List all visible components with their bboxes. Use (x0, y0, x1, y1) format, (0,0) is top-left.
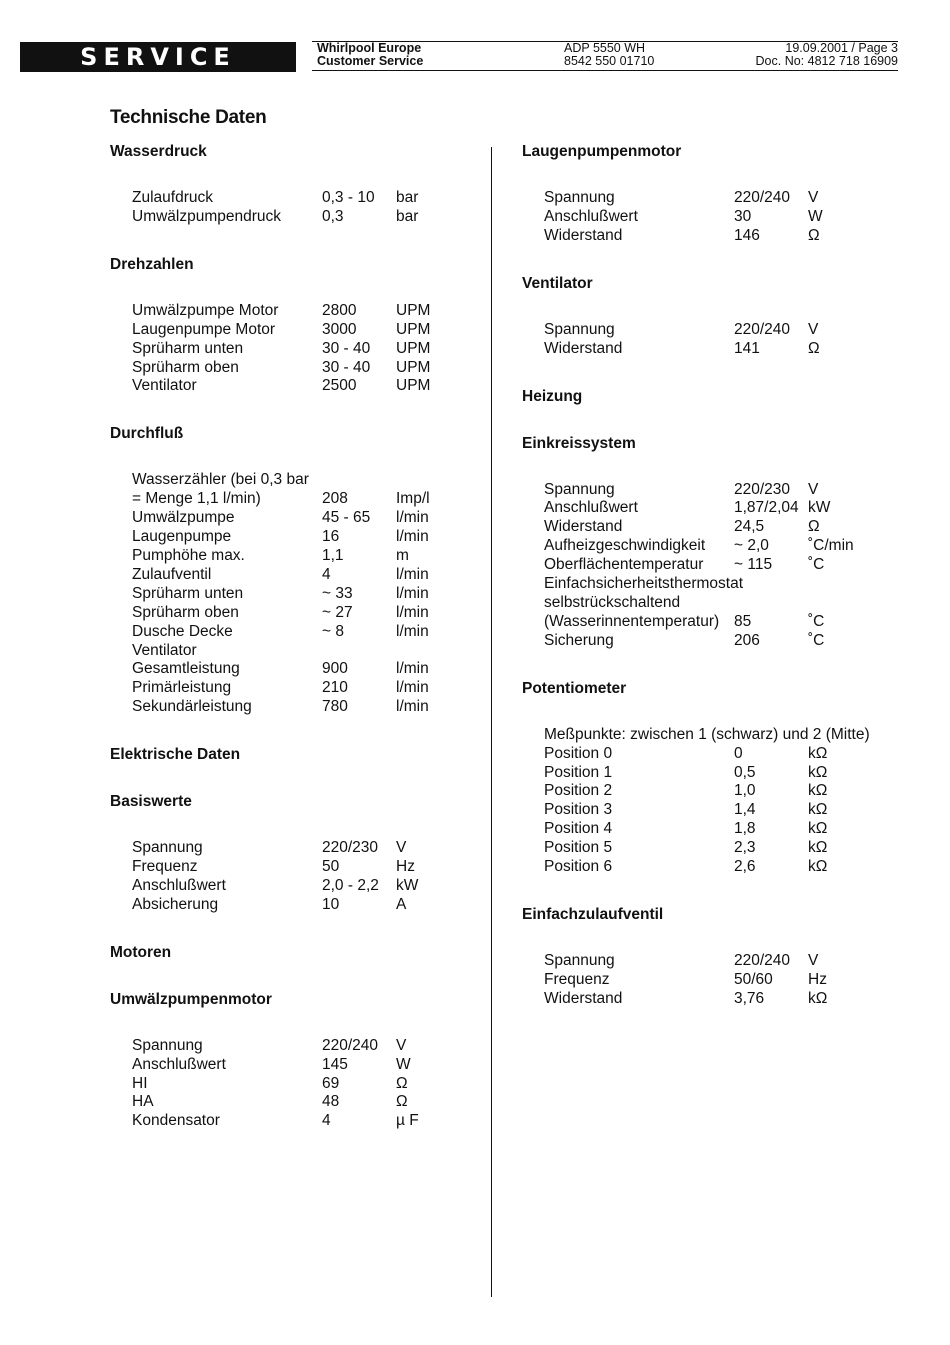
row-label: Widerstand (544, 339, 623, 357)
row-value: 0,3 - 10 (322, 189, 375, 206)
row-value: 1,1 (322, 546, 344, 564)
section-title-umwaelzpumpenmotor: Umwälzpumpenmotor (110, 990, 272, 1008)
table-einfachzulaufventil (544, 952, 827, 1009)
row-value: 85 (734, 612, 752, 630)
row-unit: UPM (396, 301, 431, 319)
row-label: Spannung (132, 1036, 203, 1054)
row-value: 48 (322, 1093, 340, 1111)
row-value: ~ 33 (322, 584, 353, 602)
section-title-potentiometer: Potentiometer (522, 679, 627, 697)
table-row (132, 1112, 419, 1131)
table-row (132, 340, 430, 359)
row-value: 10 (322, 895, 340, 913)
row-label: Position 2 (544, 782, 613, 800)
table-row (544, 990, 827, 1009)
table-row (544, 208, 823, 227)
left-column (110, 142, 490, 1131)
row-label: Umwälzpumpe Motor (132, 301, 279, 319)
table-row (544, 801, 827, 820)
table-row (544, 820, 827, 839)
row-unit: bar (396, 189, 419, 206)
table-basiswerte (132, 839, 418, 915)
header-company-name: Whirlpool Europe (317, 41, 422, 55)
row-value: 2,0 - 2,2 (322, 876, 379, 894)
table-row (544, 321, 820, 340)
row-value: ~ 115 (734, 556, 773, 574)
row-value: 780 (322, 698, 348, 716)
table-row (132, 1075, 419, 1094)
row-value: 900 (322, 660, 348, 678)
row-value: 0 (734, 744, 743, 762)
row-value: 0,3 (322, 207, 344, 225)
table-drehzahlen (132, 302, 430, 397)
row-label: (Wasserinnentemperatur) (544, 612, 720, 630)
table-row (544, 745, 827, 764)
row-unit: l/min (396, 603, 429, 621)
row-value: 3,76 (734, 989, 765, 1007)
row-unit: Imp/l (396, 490, 430, 508)
row-label: Spannung (544, 320, 615, 338)
section-title-basiswerte: Basiswerte (110, 793, 192, 811)
row-unit: l/min (396, 509, 429, 527)
row-unit: kW (396, 876, 419, 894)
row-value: 2,6 (734, 858, 756, 876)
potentiometer-intro: Meßpunkte: zwischen 1 (schwarz) und 2 (Mitte) (544, 725, 870, 743)
row-label: Zulaufventil (132, 565, 212, 583)
row-unit: UPM (396, 377, 431, 395)
table-row (132, 490, 430, 509)
table-row (132, 1093, 419, 1112)
header-model-name: ADP 5550 WH (564, 41, 646, 55)
row-value: 4 (322, 565, 331, 583)
table-row (132, 1056, 419, 1075)
table-umwaelzpumpenmotor (132, 1037, 419, 1132)
table-einkreissystem (544, 481, 854, 576)
table-row (544, 189, 823, 208)
row-value: ~ 8 (322, 622, 344, 640)
row-label: Anschlußwert (132, 1055, 226, 1073)
row-label: Ventilator (132, 377, 197, 395)
table-durchfluss (132, 490, 430, 717)
row-unit: µ F (396, 1112, 419, 1130)
row-unit: V (808, 480, 819, 498)
row-label: Oberflächentemperatur (544, 556, 704, 574)
section-title-heizung: Heizung (522, 387, 583, 405)
row-value: 69 (322, 1074, 340, 1092)
row-unit: kΩ (808, 782, 828, 800)
row-label: Anschlußwert (132, 876, 226, 894)
section-title-einfachzulaufventil: Einfachzulaufventil (522, 905, 664, 923)
row-label: Umwälzpumpendruck (132, 207, 282, 225)
section-title-elektrische-daten: Elektrische Daten (110, 746, 241, 764)
row-value: 141 (734, 339, 760, 357)
row-label: Frequenz (544, 970, 610, 988)
row-unit: kΩ (808, 744, 828, 762)
row-value: 210 (322, 679, 348, 697)
row-unit: V (808, 189, 819, 206)
row-unit: l/min (396, 622, 429, 640)
table-row (132, 547, 430, 566)
row-value: 220/230 (734, 480, 791, 498)
table-row (132, 679, 430, 698)
row-value: 24,5 (734, 518, 765, 536)
row-unit: Ω (808, 226, 820, 244)
header-date-page: 19.09.2001 / Page 3 (785, 41, 898, 55)
row-label: Laugenpumpe Motor (132, 320, 276, 338)
row-unit: W (396, 1055, 411, 1073)
row-value: 50/60 (734, 970, 773, 988)
row-unit: l/min (396, 660, 429, 678)
table-row (544, 613, 824, 632)
header-company (317, 42, 423, 68)
table-laugenpumpenmotor (544, 189, 823, 246)
table-row (132, 896, 418, 915)
row-label: Spannung (544, 189, 615, 206)
row-unit: ˚C (808, 631, 825, 649)
row-unit: l/min (396, 698, 429, 716)
row-unit: V (808, 951, 819, 969)
row-label: Gesamtleistung (132, 660, 240, 678)
row-label: Sprüharm oben (132, 603, 239, 621)
table-row (544, 481, 854, 500)
row-value: 16 (322, 528, 340, 546)
table-wasserdruck (132, 189, 418, 227)
row-label: Position 1 (544, 763, 613, 781)
row-unit: V (808, 320, 819, 338)
row-label: Widerstand (544, 989, 623, 1007)
row-value: 1,4 (734, 801, 756, 819)
row-value: ~ 27 (322, 603, 353, 621)
row-label: Kondensator (132, 1112, 220, 1130)
row-value: 3000 (322, 320, 357, 338)
row-value: 0,5 (734, 763, 756, 781)
row-label: Position 4 (544, 820, 613, 838)
section-title-ventilator: Ventilator (522, 274, 593, 292)
table-row (132, 585, 430, 604)
row-unit: kW (808, 499, 831, 517)
table-row (132, 839, 418, 858)
table-row (132, 660, 430, 679)
row-unit: ˚C (808, 612, 825, 630)
row-value: 2800 (322, 301, 357, 319)
row-unit: V (396, 1036, 407, 1054)
header-company-dept: Customer Service (317, 54, 424, 68)
row-label: Spannung (132, 839, 203, 857)
row-label: HI (132, 1074, 148, 1092)
row-label: HA (132, 1093, 154, 1111)
row-unit: UPM (396, 320, 431, 338)
row-label: Position 5 (544, 839, 613, 857)
row-value: 1,8 (734, 820, 756, 838)
row-value: 220/230 (322, 839, 379, 857)
row-unit: ˚C/min (808, 537, 854, 555)
row-label: Aufheizgeschwindigkeit (544, 537, 706, 555)
row-unit: A (396, 895, 407, 913)
row-unit: kΩ (808, 801, 828, 819)
table-row (132, 566, 430, 585)
row-value: 50 (322, 858, 340, 876)
row-value: ~ 2,0 (734, 537, 769, 555)
row-label: Position 3 (544, 801, 613, 819)
row-unit: Hz (396, 858, 415, 876)
row-unit: bar (396, 207, 419, 225)
row-label: Widerstand (544, 518, 623, 536)
table-row (544, 556, 854, 575)
row-value: 30 - 40 (322, 358, 371, 376)
row-unit: kΩ (808, 839, 828, 857)
row-label: Spannung (544, 480, 615, 498)
table-ventilator (544, 321, 820, 359)
row-unit: Hz (808, 970, 827, 988)
table-row (132, 604, 430, 623)
row-value (322, 642, 396, 661)
thermostat-note-2: selbstrückschaltend (544, 593, 681, 611)
table-row (544, 227, 823, 246)
right-column (522, 142, 932, 1009)
section-title-einkreissystem: Einkreissystem (522, 434, 636, 452)
row-value: 145 (322, 1055, 348, 1073)
row-label: Sprüharm unten (132, 584, 244, 602)
header-model-number: 8542 550 01710 (564, 54, 655, 68)
row-label: Widerstand (544, 226, 623, 244)
table-row (544, 632, 824, 651)
row-value: 30 - 40 (322, 339, 371, 357)
row-unit: l/min (396, 584, 429, 602)
row-value: 208 (322, 490, 348, 508)
row-value: 220/240 (734, 320, 791, 338)
row-label: Laugenpumpe (132, 528, 232, 546)
table-row (544, 764, 827, 783)
table-row (132, 189, 418, 208)
row-label: Ventilator (132, 641, 197, 659)
section-title-drehzahlen: Drehzahlen (110, 255, 194, 273)
header-model (564, 42, 654, 68)
row-unit: m (396, 546, 409, 564)
table-potentiometer (544, 745, 827, 877)
table-row (544, 782, 827, 801)
table-row (132, 858, 418, 877)
row-unit: Ω (808, 518, 820, 536)
row-label: Absicherung (132, 895, 219, 913)
row-label: Zulaufdruck (132, 189, 213, 206)
service-logo: SERVICE (20, 42, 296, 72)
row-label: Dusche Decke (132, 622, 233, 640)
row-value: 30 (734, 207, 752, 225)
row-value: 1,0 (734, 782, 756, 800)
table-row (544, 499, 854, 518)
row-value: 45 - 65 (322, 509, 371, 527)
table-row (544, 858, 827, 877)
row-unit: ˚C (808, 556, 825, 574)
row-unit: Ω (396, 1093, 408, 1111)
section-title-wasserdruck: Wasserdruck (110, 143, 207, 160)
row-unit (396, 642, 430, 661)
page-title: Technische Daten (110, 107, 267, 128)
row-label: Primärleistung (132, 679, 232, 697)
durchfluss-intro: Wasserzähler (bei 0,3 bar (132, 471, 309, 489)
row-unit: kΩ (808, 763, 828, 781)
row-label: Pumphöhe max. (132, 546, 245, 564)
row-label: Anschlußwert (544, 499, 638, 517)
table-row (132, 698, 430, 717)
table-row (132, 302, 430, 321)
table-row (132, 528, 430, 547)
row-label: Sekundärleistung (132, 698, 252, 716)
row-unit: l/min (396, 528, 429, 546)
row-unit: UPM (396, 358, 431, 376)
table-row (132, 1037, 419, 1056)
row-value: 4 (322, 1112, 331, 1130)
section-title-laugenpumpenmotor: Laugenpumpenmotor (522, 143, 682, 160)
thermostat-note: Einfachsicherheitsthermostat (544, 575, 744, 593)
row-value: 220/240 (734, 951, 791, 969)
row-unit: UPM (396, 339, 431, 357)
table-row (544, 537, 854, 556)
row-unit: W (808, 207, 823, 225)
table-row (132, 877, 418, 896)
row-unit: Ω (396, 1074, 408, 1092)
table-row (544, 839, 827, 858)
row-label: Anschlußwert (544, 207, 638, 225)
row-unit: kΩ (808, 858, 828, 876)
row-value: 1,87/2,04 (734, 499, 799, 517)
table-row (132, 642, 430, 661)
row-label: Frequenz (132, 858, 198, 876)
row-unit: l/min (396, 565, 429, 583)
header-doc-number: Doc. No: 4812 718 16909 (755, 54, 898, 68)
section-title-durchfluss: Durchfluß (110, 425, 184, 443)
table-row (132, 377, 430, 396)
table-row (132, 359, 430, 378)
row-value: 206 (734, 631, 760, 649)
table-row (132, 623, 430, 642)
table-row (132, 321, 430, 340)
header-page-info (756, 42, 898, 68)
row-value: 146 (734, 226, 760, 244)
row-value: 220/240 (322, 1036, 379, 1054)
section-title-motoren: Motoren (110, 943, 172, 961)
row-unit: l/min (396, 679, 429, 697)
row-label: Sprüharm unten (132, 339, 244, 357)
table-row (132, 208, 418, 227)
column-divider (491, 147, 492, 1297)
row-unit: kΩ (808, 989, 828, 1007)
header-rule-bottom (312, 70, 898, 71)
row-label: = Menge 1,1 l/min) (132, 490, 261, 508)
row-value: 2500 (322, 377, 357, 395)
row-value: 2,3 (734, 839, 756, 857)
row-label: Spannung (544, 951, 615, 969)
table-row (132, 509, 430, 528)
table-row (544, 971, 827, 990)
row-unit: Ω (808, 339, 820, 357)
row-unit: kΩ (808, 820, 828, 838)
row-label: Sicherung (544, 631, 614, 649)
row-unit: V (396, 839, 407, 857)
table-row (544, 340, 820, 359)
table-thermostat (544, 613, 824, 651)
table-row (544, 518, 854, 537)
row-label: Umwälzpumpe (132, 509, 235, 527)
row-label: Position 0 (544, 744, 613, 762)
table-row (544, 952, 827, 971)
row-label: Position 6 (544, 858, 613, 876)
row-label: Sprüharm oben (132, 358, 239, 376)
row-value: 220/240 (734, 189, 791, 206)
